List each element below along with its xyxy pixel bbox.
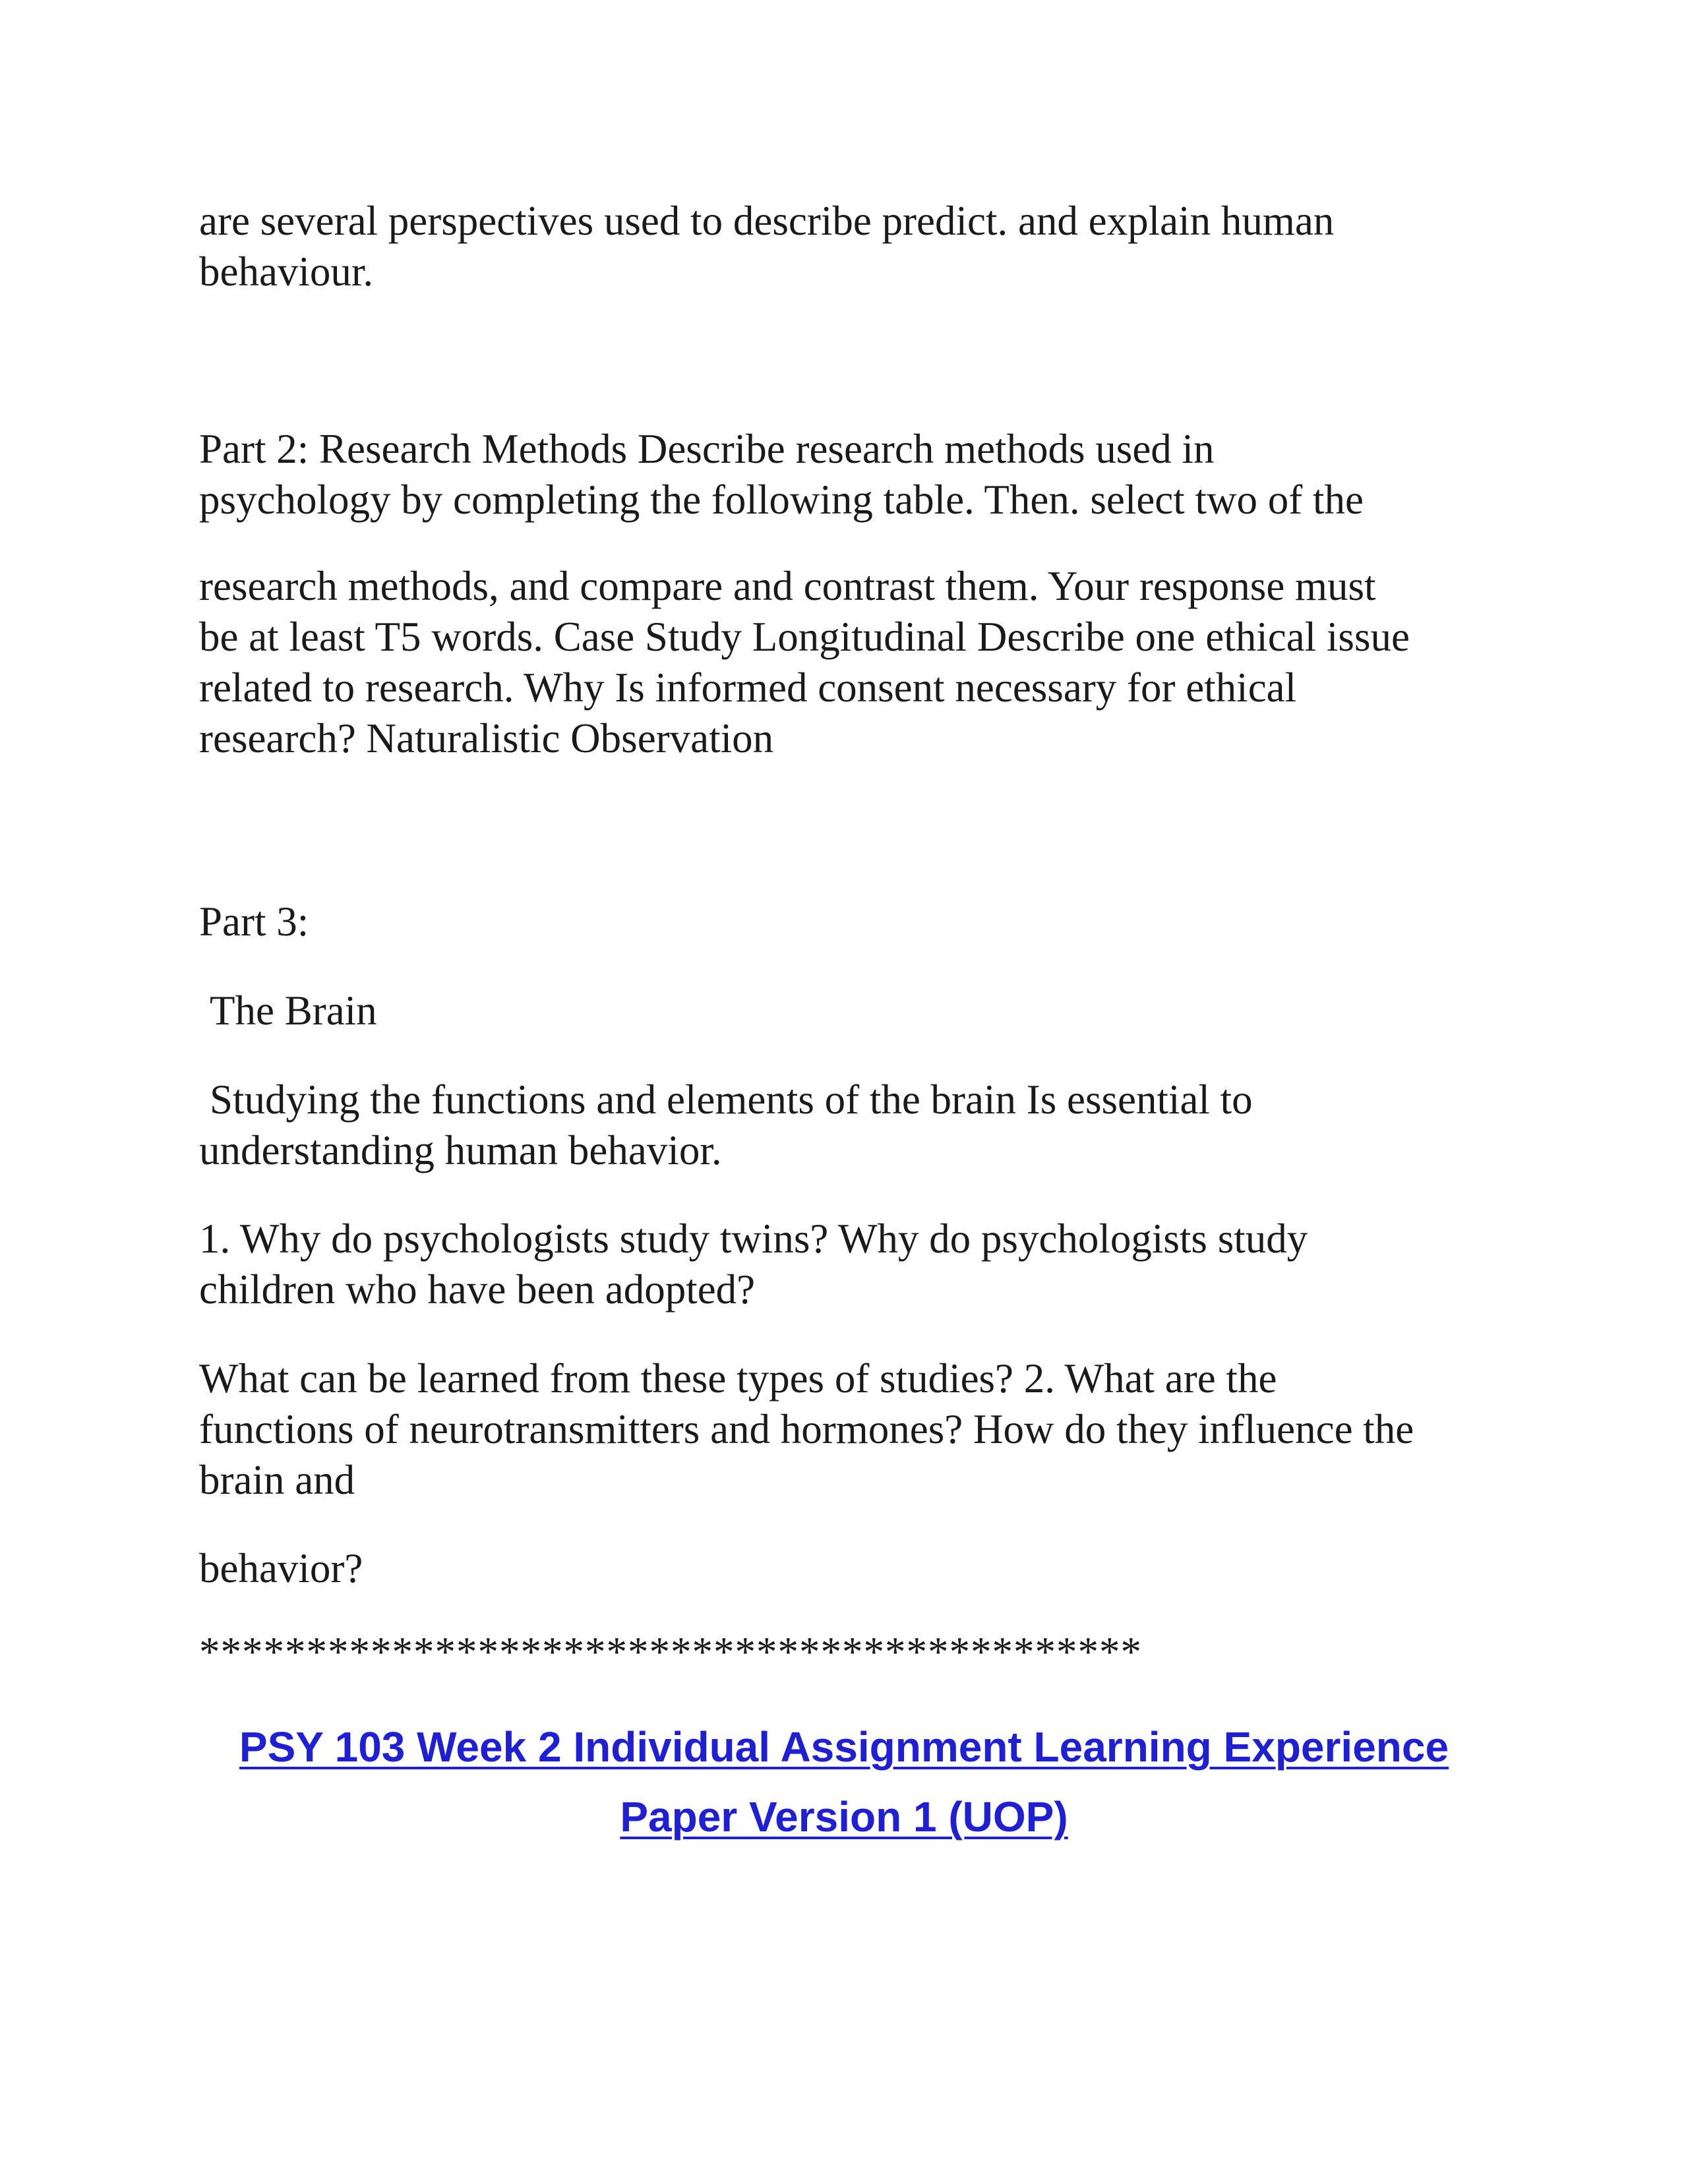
question-2-line: brain and xyxy=(199,1457,355,1503)
assignment-link-line[interactable]: Paper Version 1 (UOP) xyxy=(620,1793,1068,1841)
intro-paragraph xyxy=(199,196,1518,297)
part2-line: related to research. Why Is informed consent necessary for ethical xyxy=(199,664,1297,711)
assignment-link[interactable] xyxy=(0,1712,1688,1782)
part3-heading: Part 3: xyxy=(199,899,309,945)
part2-line: research methods, and compare and contrast them. Your response must xyxy=(199,563,1376,609)
part2-line: research? Naturalistic Observation xyxy=(199,715,774,761)
part2-line: be at least T5 words. Case Study Longitudinal Describe one ethical issue xyxy=(199,614,1410,660)
question-2-line: functions of neurotransmitters and hormones? How do they influence the xyxy=(199,1406,1414,1452)
intro-line: behaviour. xyxy=(199,249,374,295)
part3-intro-line: Studying the functions and elements of the brain Is essential to xyxy=(210,1077,1253,1123)
part2-line: Part 2: Research Methods Describe research methods used in xyxy=(199,426,1215,472)
question-1-line: 1. Why do psychologists study twins? Why do psychologists study xyxy=(199,1216,1308,1262)
part2-paragraph-continued xyxy=(199,561,1518,764)
question-2-continued xyxy=(199,1543,1518,1594)
part3-subheading: The Brain xyxy=(210,988,377,1034)
part3-intro-paragraph xyxy=(199,1075,1518,1176)
question-2-line: What can be learned from these types of studies? 2. What are the xyxy=(199,1355,1277,1402)
asterisk-separator: ******************************************** xyxy=(199,1629,1142,1675)
question-2-line: behavior? xyxy=(199,1545,363,1591)
assignment-link-line[interactable]: PSY 103 Week 2 Individual Assignment Learning Experience xyxy=(239,1723,1449,1771)
assignment-link[interactable] xyxy=(0,1782,1688,1852)
question-1-paragraph xyxy=(199,1214,1518,1315)
part3-intro-line: understanding human behavior. xyxy=(199,1127,722,1173)
question-1-line: children who have been adopted? xyxy=(199,1266,756,1313)
intro-line: are several perspectives used to describe predict. and explain human xyxy=(199,198,1335,244)
part2-paragraph xyxy=(199,424,1518,525)
question-2-paragraph xyxy=(199,1353,1518,1506)
part2-line: psychology by completing the following table. Then. select two of the xyxy=(199,477,1364,523)
